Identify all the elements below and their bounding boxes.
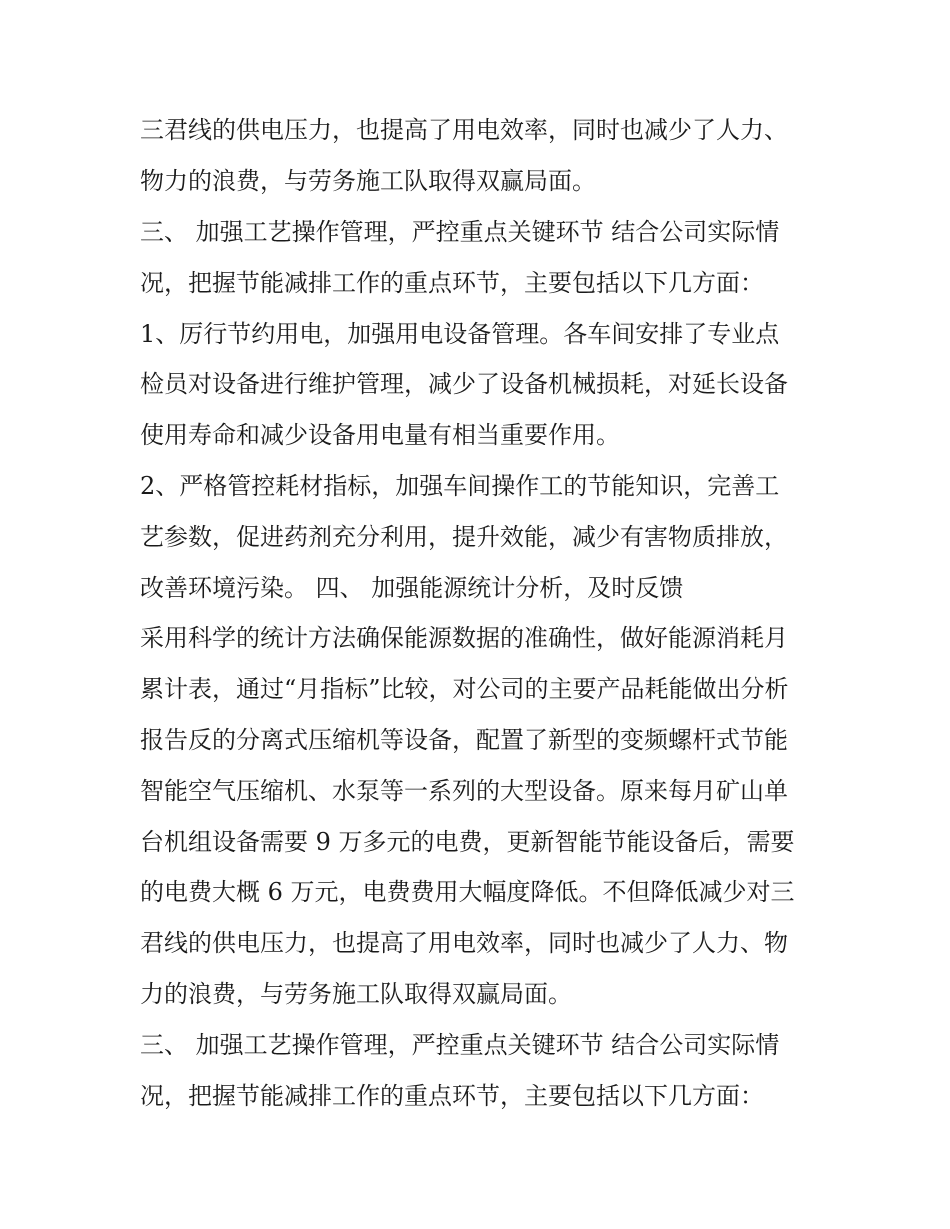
text-line-7: 使用寿命和减少设备用电量有相当重要作用。 xyxy=(140,421,620,449)
text-line-9: 艺参数，促进药剂充分利用，提升效能，减少有害物质排放， xyxy=(140,523,788,551)
text-line-15: 台机组设备需要 9 万多元的电费，更新智能节能设备后，需要 xyxy=(140,828,795,856)
text-line-12: 累计表，通过“月指标”比较，对公司的主要产品耗能做出分析 xyxy=(140,675,789,703)
text-line-4: 况，把握节能减排工作的重点环节，主要包括以下几方面： xyxy=(140,269,764,297)
text-line-2: 物力的浪费，与劳务施工队取得双赢局面。 xyxy=(140,167,596,195)
text-line-5: 1、厉行节约用电，加强用电设备管理。各车间安排了专业点 xyxy=(140,320,780,348)
text-line-18: 力的浪费，与劳务施工队取得双赢局面。 xyxy=(140,980,572,1008)
text-line-6: 检员对设备进行维护管理，减少了设备机械损耗，对延长设备 xyxy=(140,370,788,398)
text-line-8: 2、严格管控耗材指标，加强车间操作工的节能知识，完善工 xyxy=(140,472,780,500)
text-line-14: 智能空气压缩机、水泵等一系列的大型设备。原来每月矿山单 xyxy=(140,777,788,805)
text-line-1: 三君线的供电压力，也提高了用电效率，同时也减少了人力、 xyxy=(140,116,788,144)
text-line-20: 况，把握节能减排工作的重点环节，主要包括以下几方面： xyxy=(140,1082,764,1110)
text-line-16: 的电费大概 6 万元，电费费用大幅度降低。不但降低减少对三 xyxy=(140,878,795,906)
text-line-11: 采用科学的统计方法确保能源数据的准确性，做好能源消耗月 xyxy=(140,624,788,652)
text-line-19: 三、 加强工艺操作管理，严控重点关键环节 结合公司实际情 xyxy=(140,1031,780,1059)
text-line-13: 报告反的分离式压缩机等设备，配置了新型的变频螺杆式节能 xyxy=(140,726,788,754)
text-line-3: 三、 加强工艺操作管理，严控重点关键环节 结合公司实际情 xyxy=(140,218,780,246)
text-line-17: 君线的供电压力，也提高了用电效率，同时也减少了人力、物 xyxy=(140,929,788,957)
text-line-10: 改善环境污染。 四、 加强能源统计分析，及时反馈 xyxy=(140,574,684,602)
